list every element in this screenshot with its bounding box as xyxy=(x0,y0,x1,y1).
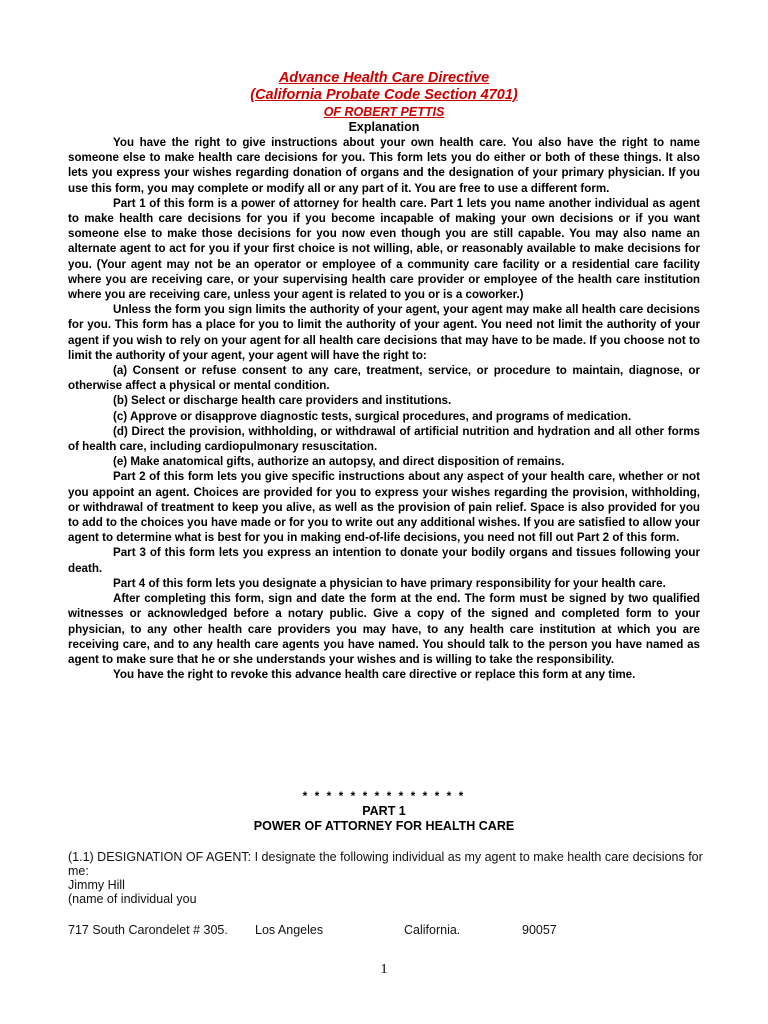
explanation-paragraph: After completing this form, sign and date the form at the end. The form must be signed by two qualified witnesses or acknowledged before a notary public. Give a copy of the signed and completed form to your physician, to any other health care providers you may have, to any health care institution at which you are receiving care, and to any health care agents you have named. You should talk to the person you have named as agent to make sure that he or she understands your wishes and is willing to take the responsibility. xyxy=(68,592,700,666)
document-title: Advance Health Care Directive xyxy=(278,70,490,86)
page-number: 1 xyxy=(380,962,388,977)
explanation-body xyxy=(68,135,700,682)
section-separator: * * * * * * * * * * * * * * xyxy=(302,789,466,803)
agent-zip: 90057 xyxy=(522,923,557,937)
document-code-reference: (California Probate Code Section 4701) xyxy=(250,87,518,103)
explanation-heading: Explanation xyxy=(348,120,420,134)
explanation-paragraph: Part 3 of this form lets you express an intention to donate your bodily organs and tissues following your death. xyxy=(68,546,700,575)
authority-item-a: (a) Consent or refuse consent to any care, treatment, service, or procedure to maintain, diagnose, or otherwise affect a physical or mental condition. xyxy=(68,364,700,393)
document-owner: OF ROBERT PETTIS xyxy=(323,105,445,119)
part1-title: PART 1 xyxy=(362,804,406,818)
authority-item-c: (c) Approve or disapprove diagnostic tests, surgical procedures, and programs of medication. xyxy=(113,409,632,423)
explanation-paragraph: Part 4 of this form lets you designate a physician to have primary responsibility for your health care. xyxy=(113,576,666,590)
explanation-paragraph: Part 1 of this form is a power of attorney for health care. Part 1 lets you name another individual as agent to make health care decisions for you if you become incapable of making your own decisions or if you want someone else to make those decisions for you now even though you are still capable. You may also name an alternate agent to act for you if your first choice is not willing, able, or reasonably available to make decisions for you. (Your agent may not be an operator or employee of a community care facility or a residential care facility where you are receiving care, or your supervising health care provider or employee of the health care institution where you are receiving care, unless your agent is related to you or is a coworker.) xyxy=(68,196,700,302)
agent-name: Jimmy Hill xyxy=(68,878,125,892)
agent-city: Los Angeles xyxy=(255,923,324,937)
agent-street: 717 South Carondelet # 305. xyxy=(68,923,228,937)
part1-subtitle: POWER OF ATTORNEY FOR HEALTH CARE xyxy=(253,819,515,833)
designation-block xyxy=(68,850,718,906)
agent-state: California. xyxy=(404,923,461,937)
authority-item-e: (e) Make anatomical gifts, authorize an autopsy, and direct disposition of remains. xyxy=(113,455,565,469)
authority-item-d: (d) Direct the provision, withholding, or withdrawal of artificial nutrition and hydration and all other forms of health care, including cardiopulmonary resuscitation. xyxy=(68,424,700,454)
explanation-paragraph: Unless the form you sign limits the authority of your agent, your agent may make all health care decisions for you. This form has a place for you to limit the authority of your agent. You need not limit the authority of your agent if you wish to rely on your agent for all health care decisions that may have to be made. If you choose not to limit the authority of your agent, your agent will have the right to: xyxy=(68,303,700,362)
authority-item-b: (b) Select or discharge health care providers and institutions. xyxy=(113,394,452,408)
explanation-paragraph: You have the right to give instructions about your own health care. You also have the right to name someone else to make health care decisions for you. This form lets you do either or both of these things. It also lets you express your wishes regarding donation of organs and the designation of your primary physician. If you use this form, you may complete or modify all or any part of it. You are free to use a different form. xyxy=(68,136,700,195)
agent-name-caption: (name of individual you xyxy=(68,892,197,906)
explanation-paragraph: You have the right to revoke this advance health care directive or replace this form at any time. xyxy=(113,668,636,682)
explanation-paragraph: Part 2 of this form lets you give specific instructions about any aspect of your health care, whether or not you appoint an agent. Choices are provided for you to express your wishes regarding the provision, withholding, or withdrawal of treatment to keep you alive, as well as the provision of pain relief. Space is also provided for you to add to the choices you have made or for you to write out any additional wishes. If you are satisfied to allow your agent to determine what is best for you in making end-of-life decisions, you need not fill out Part 2 of this form. xyxy=(68,470,700,545)
designation-text: (1.1) DESIGNATION OF AGENT: I designate the following individual as my agent to make health care decisions for me: xyxy=(68,850,703,878)
